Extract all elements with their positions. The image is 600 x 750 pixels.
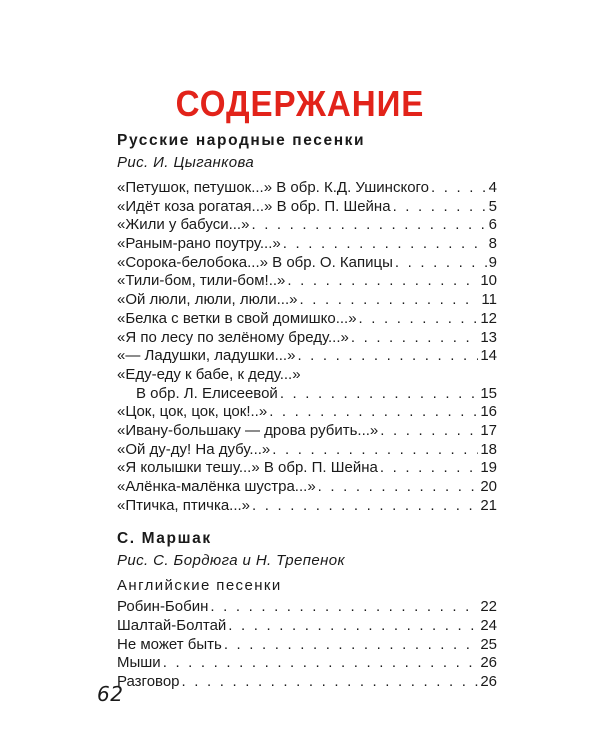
toc-entry[interactable] (117, 636, 497, 655)
toc-entry-title: «Тили-бом, тили-бом!..» (117, 272, 286, 290)
leader-dots (359, 310, 479, 329)
leader-dots (287, 272, 478, 291)
toc-entry-page: 20 (480, 478, 497, 495)
leader-dots (228, 617, 478, 636)
leader-dots (431, 179, 487, 198)
toc-entry-title: «Петушок, петушок...» В обр. К.Д. Ушинского (117, 179, 430, 196)
illustrator-credit: Рис. С. Бордюга и Н. Трепенок (117, 552, 346, 570)
toc-entry-title: «Цок, цок, цок, цок!..» (117, 403, 268, 421)
leader-dots (182, 673, 479, 692)
toc-entry-title: «Птичка, птичка...» (117, 496, 251, 514)
leader-dots (251, 216, 486, 235)
toc-entry-title: «Белка с ветки в свой домишко...» (117, 309, 357, 327)
toc-entry-title: «Раным-рано поутру...» (117, 235, 281, 253)
toc-entry[interactable] (117, 329, 497, 348)
toc-entry-title: «Еду-еду к бабе, к деду...» (117, 365, 301, 383)
toc-entry-title: В обр. Л. Елисеевой (136, 384, 278, 402)
leader-dots (351, 329, 478, 348)
toc-entry[interactable] (117, 441, 497, 460)
toc-list (117, 598, 497, 691)
toc-entry-page: 25 (480, 635, 497, 653)
leader-dots (272, 441, 478, 460)
toc-entry-title: «Ивану-большаку — дрова рубить...» (117, 421, 379, 439)
leader-dots (224, 636, 479, 655)
leader-dots (393, 198, 487, 217)
toc-entry-title: «Жили у бабуси...» (117, 216, 250, 234)
toc-entry-page: 9 (488, 253, 497, 271)
toc-entry-title: «Ой ду-ду! На дубу...» (117, 440, 271, 458)
toc-entry[interactable] (117, 478, 497, 497)
toc-entry-page: 12 (480, 309, 497, 327)
toc-entry-title: «Я по лесу по зелёному бреду...» (117, 328, 349, 346)
toc-entry-page: 19 (480, 459, 497, 477)
toc-entry-page: 4 (488, 179, 497, 196)
illustrator-credit: Рис. И. Цыганкова (117, 154, 255, 171)
toc-entry-title: Мыши (117, 654, 161, 672)
toc-entry[interactable] (117, 216, 497, 235)
toc-entry[interactable] (117, 654, 497, 673)
toc-entry[interactable] (117, 198, 497, 217)
toc-entry-title: «Сорока-белобока...» В обр. О. Капицы (117, 253, 393, 271)
page-title: СОДЕРЖАНИЕ (175, 83, 425, 124)
page-number: 62 (97, 682, 124, 706)
section-heading: Русские народные песенки (117, 132, 366, 149)
toc-entry-page: 11 (481, 291, 497, 309)
toc-entry[interactable] (117, 497, 497, 516)
toc-entry-page: 24 (480, 617, 497, 635)
toc-entry[interactable] (117, 385, 497, 404)
toc-entry[interactable] (117, 254, 497, 273)
leader-dots (380, 459, 478, 478)
toc-entry-title: Не может быть (117, 635, 222, 653)
toc-entry-page: 14 (480, 347, 497, 365)
toc-entry[interactable] (117, 366, 497, 385)
toc-entry[interactable] (117, 235, 497, 254)
leader-dots (210, 598, 478, 617)
leader-dots (163, 654, 479, 673)
toc-entry[interactable] (117, 459, 497, 478)
toc-entry[interactable] (117, 673, 497, 692)
leader-dots (380, 422, 478, 441)
toc-entry-page: 15 (480, 384, 497, 402)
toc-entry[interactable] (117, 272, 497, 291)
toc-entry-page: 16 (480, 403, 497, 421)
toc-entry-title: «Алёнка-малёнка шустра...» (117, 478, 316, 495)
leader-dots (280, 385, 479, 404)
toc-entry[interactable] (117, 617, 497, 636)
toc-entry[interactable] (117, 291, 497, 310)
toc-entry-page: 10 (480, 272, 497, 290)
toc-entry[interactable] (117, 310, 497, 329)
toc-entry-page: 13 (480, 328, 497, 346)
toc-entry-page: 26 (480, 673, 497, 691)
toc-entry-page: 26 (480, 654, 497, 672)
toc-entry-page: 8 (488, 235, 497, 253)
toc-list (117, 179, 497, 515)
toc-entry-title: Разговор (117, 673, 180, 691)
leader-dots (297, 347, 478, 366)
toc-entry[interactable] (117, 347, 497, 366)
table-of-contents (117, 130, 497, 692)
section-heading: С. Маршак (117, 530, 212, 548)
toc-entry[interactable] (117, 403, 497, 422)
toc-entry[interactable] (117, 422, 497, 441)
leader-dots (252, 497, 478, 516)
toc-entry-page: 18 (480, 440, 497, 458)
toc-entry-title: Робин-Бобин (117, 598, 209, 616)
toc-entry-page: 22 (480, 598, 497, 616)
leader-dots (395, 254, 487, 273)
toc-entry-page: 21 (480, 496, 497, 514)
toc-entry-title: «— Ладушки, ладушки...» (117, 347, 296, 365)
toc-entry-title: «Идёт коза рогатая...» В обр. П. Шейна (117, 197, 391, 215)
leader-dots (299, 291, 479, 310)
toc-entry-page: 6 (488, 216, 497, 234)
toc-entry-title: Шалтай-Болтай (117, 617, 227, 635)
leader-dots (318, 478, 479, 497)
toc-entry[interactable] (117, 179, 497, 198)
toc-entry-title: «Ой люли, люли, люли...» (117, 291, 298, 309)
toc-entry-title: «Я колышки тешу...» В обр. П. Шейна (117, 459, 378, 477)
toc-entry-page: 17 (480, 421, 497, 439)
toc-entry[interactable] (117, 598, 497, 617)
leader-dots (269, 403, 478, 422)
sub-heading: Английские песенки (117, 577, 282, 595)
leader-dots (283, 235, 487, 254)
toc-entry-page: 5 (488, 197, 497, 215)
